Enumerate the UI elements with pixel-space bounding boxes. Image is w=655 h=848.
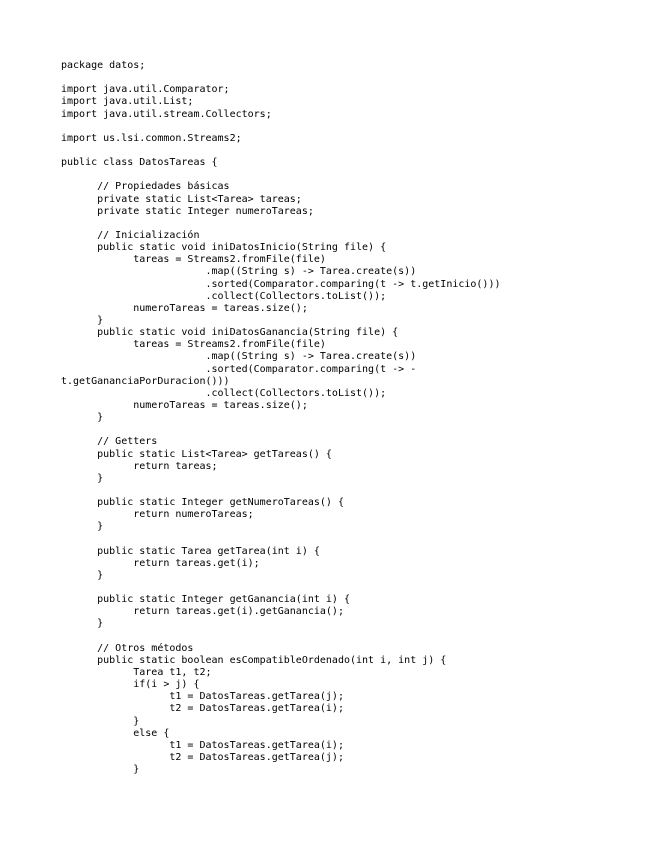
code-line: public class DatosTareas { (61, 157, 218, 169)
code-line: public static boolean esCompatibleOrdenado(int i, int j) { (61, 654, 447, 666)
code-line: public static Integer getGanancia(int i) { (61, 594, 350, 606)
code-line: } (61, 412, 104, 424)
code-line: t2 = DatosTareas.getTarea(j); (61, 752, 344, 764)
code-line (61, 169, 501, 181)
code-line: public static void iniDatosInicio(String file) { (61, 242, 387, 254)
code-line: public static Integer getNumeroTareas() { (61, 497, 344, 509)
code-line: t1 = DatosTareas.getTarea(i); (61, 739, 344, 751)
code-line (61, 72, 501, 84)
code-line: // Otros métodos (61, 642, 194, 654)
code-line: .collect(Collectors.toList()); (61, 290, 387, 302)
code-line (61, 218, 501, 230)
code-line: } (61, 764, 140, 776)
code-line: // Getters (61, 436, 158, 448)
code-line (61, 631, 501, 643)
code-line: import us.lsi.common.Streams2; (61, 132, 242, 144)
code-line: } (61, 314, 104, 326)
code-line: .sorted(Comparator.comparing(t -> - (61, 363, 417, 375)
code-line: tareas = Streams2.fromFile(file) (61, 339, 326, 351)
code-line (61, 533, 501, 545)
code-line: return tareas.get(i).getGanancia(); (61, 606, 344, 618)
code-line: } (61, 521, 104, 533)
code-line (61, 424, 501, 436)
code-line: .collect(Collectors.toList()); (61, 387, 387, 399)
code-line: } (61, 472, 104, 484)
code-line: public static Tarea getTarea(int i) { (61, 545, 320, 557)
code-line: t2 = DatosTareas.getTarea(i); (61, 703, 344, 715)
code-line: public static List<Tarea> getTareas() { (61, 448, 332, 460)
code-line: } (61, 715, 140, 727)
code-line: t1 = DatosTareas.getTarea(j); (61, 691, 344, 703)
code-line: Tarea t1, t2; (61, 667, 212, 679)
code-line: public static void iniDatosGanancia(String file) { (61, 327, 399, 339)
code-line: numeroTareas = tareas.size(); (61, 399, 308, 411)
code-line: tareas = Streams2.fromFile(file) (61, 254, 326, 266)
code-line: return tareas; (61, 460, 218, 472)
code-line: } (61, 618, 104, 630)
code-line: .sorted(Comparator.comparing(t -> t.getInicio())) (61, 278, 501, 290)
code-line (61, 582, 501, 594)
code-line: import java.util.List; (61, 96, 194, 108)
code-line: import java.util.Comparator; (61, 84, 230, 96)
code-line: if(i > j) { (61, 679, 200, 691)
code-line: .map((String s) -> Tarea.create(s)) (61, 266, 417, 278)
code-line: return tareas.get(i); (61, 557, 260, 569)
code-line: import java.util.stream.Collectors; (61, 108, 272, 120)
code-line: private static List<Tarea> tareas; (61, 193, 302, 205)
code-line: return numeroTareas; (61, 509, 254, 521)
code-line (61, 485, 501, 497)
code-line (61, 121, 501, 133)
code-line: // Propiedades básicas (61, 181, 230, 193)
code-line: else { (61, 727, 170, 739)
code-line: package datos; (61, 60, 146, 71)
code-line: } (61, 569, 104, 581)
code-line: t.getGananciaPorDuracion())) (61, 375, 230, 387)
code-listing (61, 60, 501, 776)
code-line: // Inicialización (61, 229, 200, 241)
code-line (61, 145, 501, 157)
code-line: numeroTareas = tareas.size(); (61, 302, 308, 314)
code-line: private static Integer numeroTareas; (61, 205, 314, 217)
code-line: .map((String s) -> Tarea.create(s)) (61, 351, 417, 363)
